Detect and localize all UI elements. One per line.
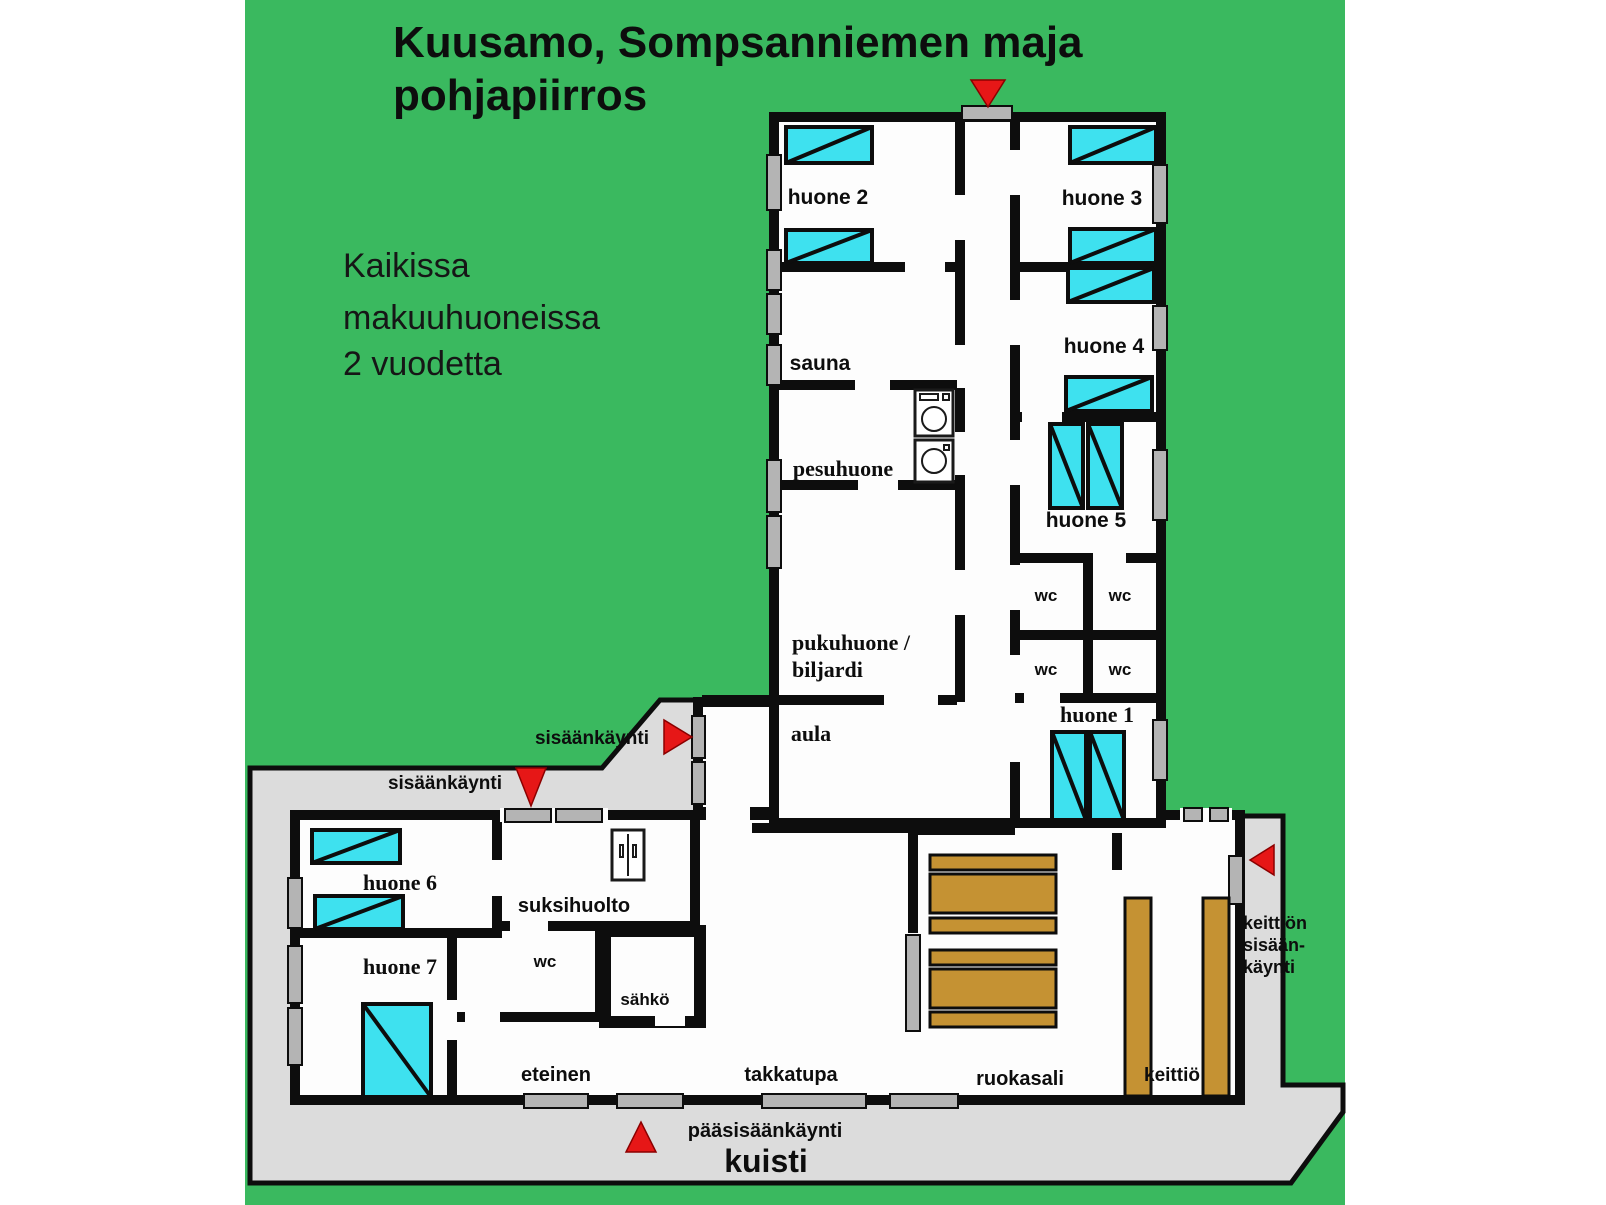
bench [930,918,1056,933]
laundry-appliances [915,390,953,482]
entrance-label-kitchen-line2: sisään- [1243,935,1306,955]
bed-icon [1088,424,1122,508]
main-entrance-door [762,1094,866,1108]
north-entrance-door [962,106,1012,120]
sahko-door-opening [655,1012,685,1026]
room-label-wc: wc [1108,586,1132,605]
ski-service-cabinet-icon [612,830,644,880]
room-label-sahko: sähkö [620,990,670,1009]
room-label-aula: aula [790,721,832,746]
window-marker [1153,720,1167,780]
aula-entrance-door [692,762,705,804]
bed-icon [1068,268,1154,302]
porch-door [890,1094,958,1108]
note-line1: Kaikissa [343,247,470,285]
entrance-label-kitchen-line3: käynti [1243,957,1296,977]
bed-icon [786,127,872,163]
bench [930,855,1056,870]
room-label-pukuhuone-line1: pukuhuone / [792,630,911,655]
window-marker [288,946,302,1003]
window-marker [1153,450,1167,520]
bed-icon [1052,732,1086,820]
window-marker [767,460,781,512]
bed-icon [1090,732,1124,820]
room-label-huone-5: huone 5 [1045,509,1127,532]
room-label-wc: wc [533,952,557,971]
bed-icon [363,1004,431,1097]
bed-icon [786,230,872,263]
washing-machine-icon [915,390,953,436]
table [930,874,1056,913]
note-line3: 2 vuodetta [343,345,502,383]
bed-icon [1050,424,1083,508]
kitchen-entrance-door [1229,856,1243,904]
aula-entrance-door [692,716,705,758]
window-marker [767,250,781,290]
room-label-sauna: sauna [789,352,851,375]
kitchen-north-door [1184,808,1202,821]
room-label-huone-7: huone 7 [363,954,437,979]
room-label-eteinen: eteinen [520,1064,592,1086]
window-marker [767,294,781,334]
room-label-kuisti: kuisti [724,1143,808,1179]
window-marker [288,878,302,928]
side-entrance-door [505,809,551,822]
room-label-huone-3: huone 3 [1061,187,1143,210]
entrance-label-kitchen-line1: keittiön [1243,913,1308,933]
bed-icon [315,896,403,929]
room-label-huone-1: huone 1 [1060,702,1134,727]
porch-door [617,1094,683,1108]
note-line2: makuuhuoneissa [343,299,601,337]
room-label-suksihuolto: suksihuolto [517,895,631,917]
window-marker [1153,306,1167,350]
counter [1203,898,1229,1096]
room-label-pukuhuone-line2: biljardi [792,657,863,682]
room-label-huone-6: huone 6 [363,870,437,895]
window-marker [1153,165,1167,223]
entrance-label-main: pääsisäänkäynti [687,1120,843,1142]
room-label-ruokasali: ruokasali [976,1068,1064,1090]
room-label-wc: wc [1034,660,1058,679]
bed-icon [1070,127,1156,163]
porch-door [524,1094,588,1108]
room-label-huone-4: huone 4 [1063,335,1145,358]
room-label-pesuhuone: pesuhuone [792,456,894,481]
room-label-wc: wc [1034,586,1058,605]
window-marker [288,1008,302,1065]
entrance-label-side-upper: sisäänkäynti [534,728,650,749]
room-label-takkatupa: takkatupa [744,1064,838,1086]
window-marker [767,516,781,568]
room-label-wc: wc [1108,660,1132,679]
page-title-line2: pohjapiirros [393,71,648,120]
takkatupa-door [906,935,920,1031]
room-label-huone-2: huone 2 [787,186,869,209]
window-marker [767,155,781,210]
window-marker [767,345,781,385]
entrance-label-side-lower: sisäänkäynti [387,773,503,794]
room-label-keittio: keittiö [1144,1065,1200,1086]
bench [930,950,1056,965]
bed-icon [1070,229,1156,263]
page-title-line1: Kuusamo, Sompsanniemen maja [393,18,1083,67]
bench [930,1012,1056,1027]
table [930,969,1056,1008]
bed-icon [1066,377,1152,411]
kitchen-north-door [1210,808,1228,821]
dryer-icon [915,440,953,482]
side-entrance-door [556,809,602,822]
bed-icon [312,830,400,863]
